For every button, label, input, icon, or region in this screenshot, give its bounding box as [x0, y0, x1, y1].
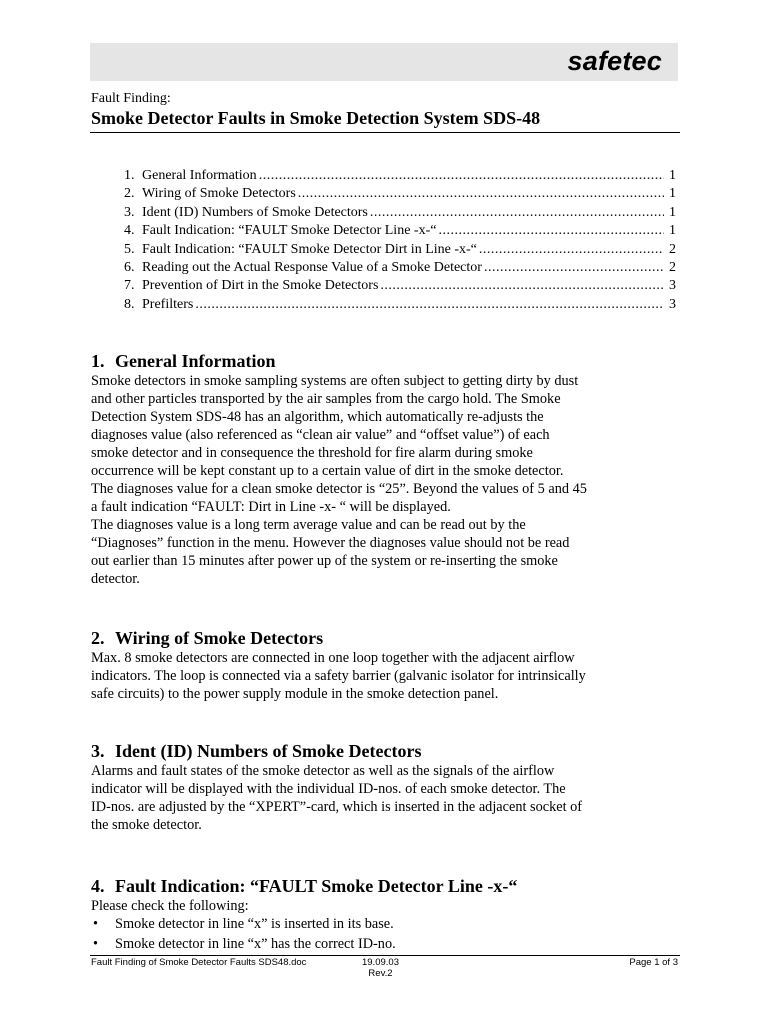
toc-number: 4. — [124, 223, 135, 239]
section-line: the smoke detector. — [91, 817, 202, 833]
toc-number: 7. — [124, 278, 135, 294]
section-heading: 2. Wiring of Smoke Detectors — [91, 628, 324, 648]
section-heading: 1. General Information — [91, 351, 276, 371]
section-line: safe circuits) to the power supply module in the smoke detection panel. — [91, 686, 499, 702]
toc-title: Wiring of Smoke Detectors — [142, 186, 296, 202]
document-title: Smoke Detector Faults in Smoke Detection System SDS-48 — [91, 108, 541, 128]
section-fault-indication-line — [91, 875, 679, 954]
toc-leader — [195, 296, 664, 314]
section-line: Please check the following: — [91, 898, 249, 914]
toc-entry[interactable] — [124, 167, 676, 185]
section-wiring — [91, 627, 679, 703]
section-line: indicators. The loop is connected via a safety barrier (galvanic isolator for intrinsically — [91, 668, 586, 684]
section-line: indicator will be displayed with the individual ID-nos. of each smoke detector. The — [91, 781, 566, 797]
toc-page-number: 1 — [669, 168, 676, 183]
toc-title: Fault Indication: “FAULT Smoke Detector Line -x-“ — [142, 223, 437, 239]
bullet-icon: • — [93, 916, 99, 932]
footer-divider — [90, 955, 680, 956]
section-line: Max. 8 smoke detectors are connected in one loop together with the adjacent airflow — [91, 650, 575, 666]
section-line: diagnoses value (also referenced as “clean air value” and “offset value”) of each — [91, 427, 550, 443]
toc-leader — [438, 222, 664, 240]
toc-leader — [479, 241, 664, 259]
footer-date-rev — [362, 957, 399, 979]
toc-number: 2. — [124, 186, 135, 202]
section-general-information — [91, 350, 679, 588]
section-line: detector. — [91, 571, 140, 587]
toc-entry[interactable] — [124, 222, 676, 240]
section-line: Smoke detectors in smoke sampling systems are often subject to getting dirty by dust — [91, 373, 579, 389]
toc-entry[interactable] — [124, 259, 676, 277]
footer-filename: Fault Finding of Smoke Detector Faults SDS48.doc — [91, 957, 307, 968]
toc-page-number: 2 — [669, 241, 676, 257]
toc-title: General Information — [142, 168, 257, 183]
toc-page-number: 1 — [669, 223, 676, 239]
toc-title: Prefilters — [142, 296, 194, 312]
section-line: a fault indication “FAULT: Dirt in Line -x- “ will be displayed. — [91, 499, 451, 515]
toc-page-number: 1 — [669, 186, 676, 202]
toc-leader — [259, 167, 664, 185]
footer-revision: Rev.2 — [368, 968, 393, 979]
section-line: out earlier than 15 minutes after power up of the system or re-inserting the smoke — [91, 553, 558, 569]
section-line: Detection System SDS-48 has an algorithm, which automatically re-adjusts the — [91, 409, 544, 425]
toc-entry[interactable] — [124, 296, 676, 314]
toc-title: Ident (ID) Numbers of Smoke Detectors — [142, 204, 368, 220]
toc-title: Prevention of Dirt in the Smoke Detectors — [142, 278, 379, 294]
company-logo: safetec — [567, 46, 662, 76]
section-line: and other particles transported by the air samples from the cargo hold. The Smoke — [91, 391, 561, 407]
toc-leader — [380, 277, 664, 295]
toc-number: 8. — [124, 296, 135, 312]
section-line: ID-nos. are adjusted by the “XPERT”-card, which is inserted in the adjacent socket of — [91, 799, 583, 815]
table-of-contents — [124, 167, 676, 314]
toc-leader — [370, 204, 664, 222]
toc-number: 5. — [124, 241, 135, 257]
section-line: occurrence will be kept constant up to a certain value of dirt in the smoke detector. — [91, 463, 564, 479]
toc-number: 1. — [124, 168, 135, 183]
list-item: • Smoke detector in line “x” is inserted in its base. — [91, 915, 679, 935]
section-ident-numbers — [91, 740, 679, 834]
section-heading: 4. Fault Indication: “FAULT Smoke Detector Line -x-“ — [91, 876, 518, 896]
toc-title: Reading out the Actual Response Value of a Smoke Detector — [142, 259, 482, 275]
toc-page-number: 3 — [669, 278, 676, 294]
section-heading: 3. Ident (ID) Numbers of Smoke Detectors — [91, 741, 422, 761]
toc-leader — [484, 259, 664, 277]
toc-entry[interactable] — [124, 185, 676, 203]
toc-entry[interactable] — [124, 204, 676, 222]
section-line: Alarms and fault states of the smoke detector as well as the signals of the airflow — [91, 763, 555, 779]
list-item: • Smoke detector in line “x” has the correct ID-no. — [91, 935, 679, 955]
toc-title: Fault Indication: “FAULT Smoke Detector Dirt in Line -x-“ — [142, 241, 477, 257]
toc-page-number: 1 — [669, 204, 676, 220]
section-line: smoke detector and in consequence the threshold for fire alarm during smoke — [91, 445, 533, 461]
bullet-icon: • — [93, 935, 99, 952]
footer-page-number: Page 1 of 3 — [629, 957, 678, 968]
toc-number: 3. — [124, 204, 135, 220]
section-line: The diagnoses value for a clean smoke detector is “25”. Beyond the values of 5 and 45 — [91, 481, 587, 497]
header-bar — [90, 43, 678, 81]
toc-page-number: 3 — [669, 296, 676, 312]
toc-entry[interactable] — [124, 241, 676, 259]
footer-date: 19.09.03 — [362, 957, 399, 968]
section-line: “Diagnoses” function in the menu. However the diagnoses value should not be read — [91, 535, 570, 551]
toc-page-number: 2 — [669, 259, 676, 275]
title-divider — [90, 132, 680, 133]
bullet-list — [91, 915, 679, 954]
toc-entry[interactable] — [124, 277, 676, 295]
section-line: The diagnoses value is a long term average value and can be read out by the — [91, 517, 526, 533]
document-kicker: Fault Finding: — [91, 91, 171, 106]
toc-leader — [298, 185, 664, 203]
toc-number: 6. — [124, 259, 135, 275]
